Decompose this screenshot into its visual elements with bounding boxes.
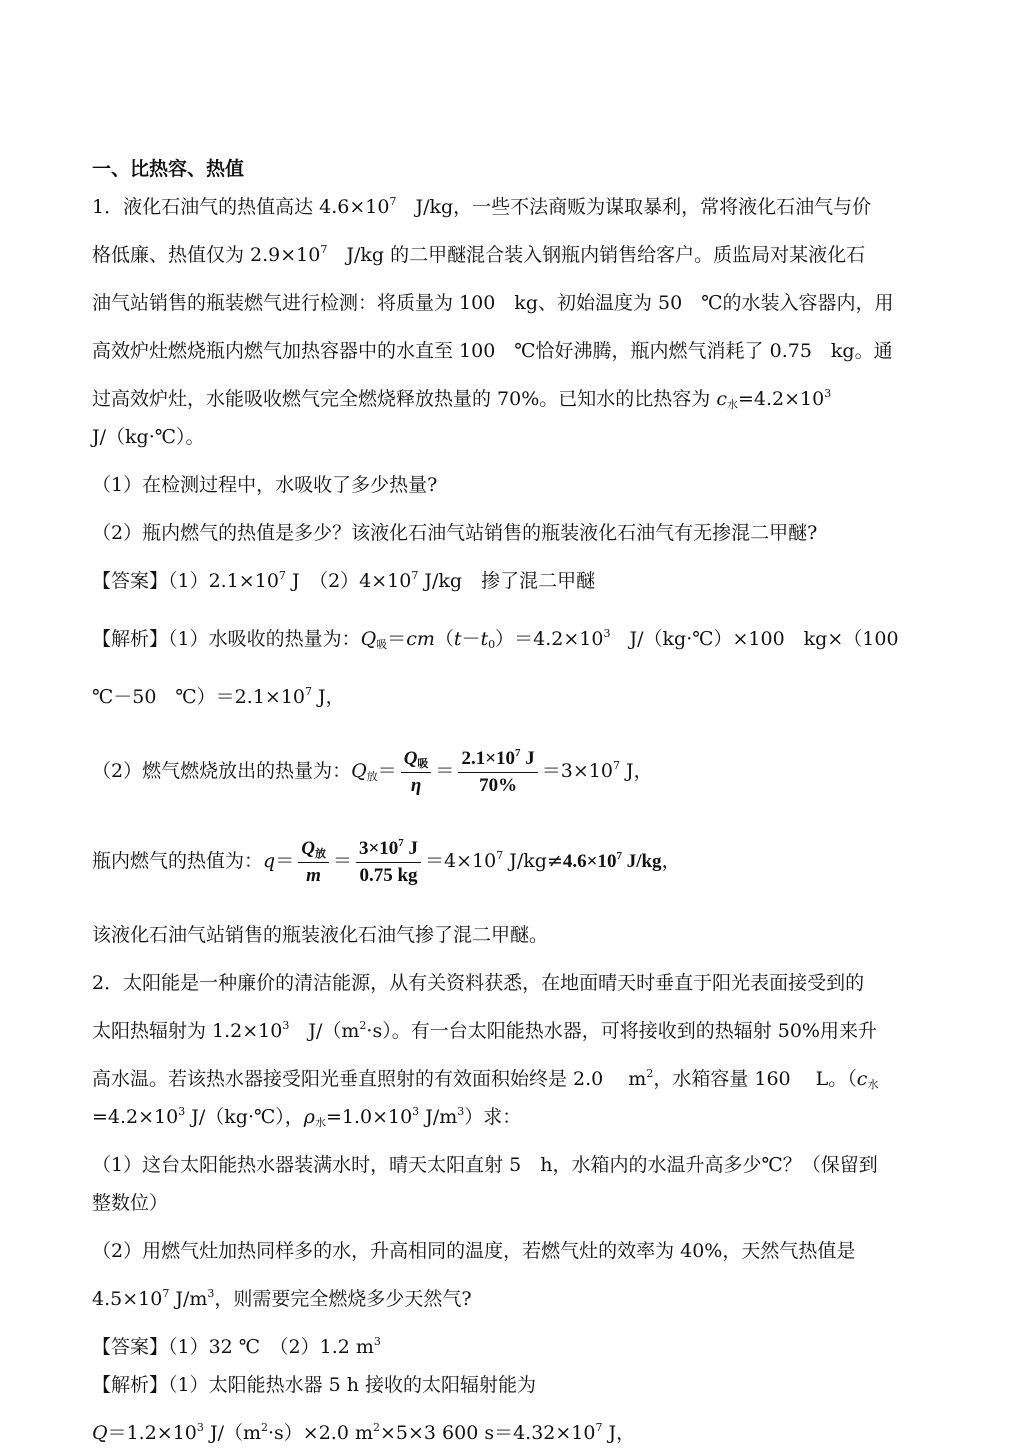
q2-sub-2a: （2）用燃气灶加热同样多的水，升高相同的温度，若燃气灶的效率为 40%，天然气热值是	[92, 1240, 856, 1262]
q2-sub-2b: $4.5\times 10^7$ $J/m^3$，则需要完全燃烧多少天然气?	[92, 1287, 472, 1310]
q2-line-2: 太阳热辐射为 $1.2\times 10^3$ $J/(m^2\cdot s)$。有一台太阳能热水器，可将接收到的热辐射 50%用来升	[92, 1019, 877, 1042]
q2-line-1: 2．太阳能是一种廉价的清洁能源，从有关资料获悉，在地面晴天时垂直于阳光表面接受到的	[92, 972, 865, 994]
q1-equation-heat-released: （2）燃气燃烧放出的热量为：$Q_放=$ $\frac{Q_吸}{\eta}$ ＝ $\frac{2.1\times 10^7 J}{70\%}$ $=3\times 10^7$ J，	[92, 736, 942, 806]
fraction-values: $\frac{3\times 10^7 J}{0.75 kg}$	[356, 836, 421, 889]
q1-analysis-1: 【解析】（1）水吸收的热量为：$Q_吸=cm(t-t_0)=4.2\times 10^3$ J/（kg·℃）×100 kg×（100	[92, 627, 899, 651]
q2-line-4: $=4.2\times 10^3$ J/（kg·℃），$\rho_水=1.0\times 10^3$ $J/m^3$）求：	[92, 1105, 522, 1129]
q1-line-6: J/（kg·℃）。	[92, 426, 205, 448]
q1-answer: 【答案】$(1)2.1\times 10^7$ J $(2)4\times 10^7$ J/kg 掺了混二甲醚	[92, 569, 596, 592]
q1-line-4: 高效炉灶燃烧瓶内燃气加热容器中的水直至 100 ℃恰好沸腾，瓶内燃气消耗了 0.75 kg。通	[92, 340, 893, 362]
q1-analysis-2: ℃－50 $℃)=2.1\times 10^7$ J，	[92, 685, 345, 708]
q1-line-5: 过高效炉灶，水能吸收燃气完全燃烧释放热量的 70%。已知水的比热容为 $c_水=4.2\times 10^3$	[92, 387, 832, 411]
q1-equation-calorific-value: 瓶内燃气的热值为：q＝ $\frac{Q_放}{m}$ ＝ $\frac{3\times 10^7 J}{0.75 kg}$ $=4\times 10^7$ $J/kg\ne 4.6\times 10^7$ J/kg，	[92, 826, 942, 896]
fraction-q-eta: $\frac{Q_吸}{\eta}$	[401, 746, 432, 799]
q1-line-3: 油气站销售的瓶装燃气进行检测：将质量为 100 kg、初始温度为 50 ℃的水装入容器内，用	[92, 292, 894, 314]
section-title: 一、比热容、热值	[92, 158, 245, 180]
q2-analysis-2: $Q=1.2\times 10^3$ $J/(m^2\cdot s)\times 2.0$ $m^2\times 5\times 3$ 600 $s=4.32\times 10^7$ J，	[92, 1421, 636, 1444]
q1-sub-2: （2）瓶内燃气的热值是多少？该液化石油气站销售的瓶装液化石油气有无掺混二甲醚?	[92, 522, 818, 544]
q2-sub-1b: 整数位）	[92, 1192, 169, 1214]
document-page	[92, 150, 942, 1452]
q2-analysis-1: 【解析】（1）太阳能热水器 5 h 接收的太阳辐射能为	[92, 1374, 537, 1396]
q1-line-1: 1．液化石油气的热值高达 $4.6\times 10^7$ J/kg，一些不法商贩为谋取暴利，常将液化石油气与价	[92, 195, 872, 218]
q2-sub-1a: （1）这台太阳能热水器装满水时，晴天太阳直射 5 h，水箱内的水温升高多少℃？（保留到	[92, 1154, 878, 1176]
q2-answer: 【答案】（1）32 ℃ （2）1.2 $m^3$	[92, 1335, 381, 1358]
fraction-heat-value: $\frac{2.1\times 10^7 J}{70\%}$	[458, 746, 537, 799]
q2-line-3: 高水温。若该热水器接受阳光垂直照射的有效面积始终是 2.0 $m^2$，水箱容量 160 L。（$c_水$	[92, 1067, 879, 1091]
q1-line-2: 格低廉、热值仅为 $2.9\times 10^7$ J/kg 的二甲醚混合装入钢瓶内销售给客户。质监局对某液化石	[92, 243, 866, 266]
fraction-q-m: $\frac{Q_放}{m}$	[298, 836, 329, 889]
q1-sub-1: （1）在检测过程中，水吸收了多少热量?	[92, 474, 438, 496]
q1-conclusion: 该液化石油气站销售的瓶装液化石油气掺了混二甲醚。	[92, 924, 549, 946]
